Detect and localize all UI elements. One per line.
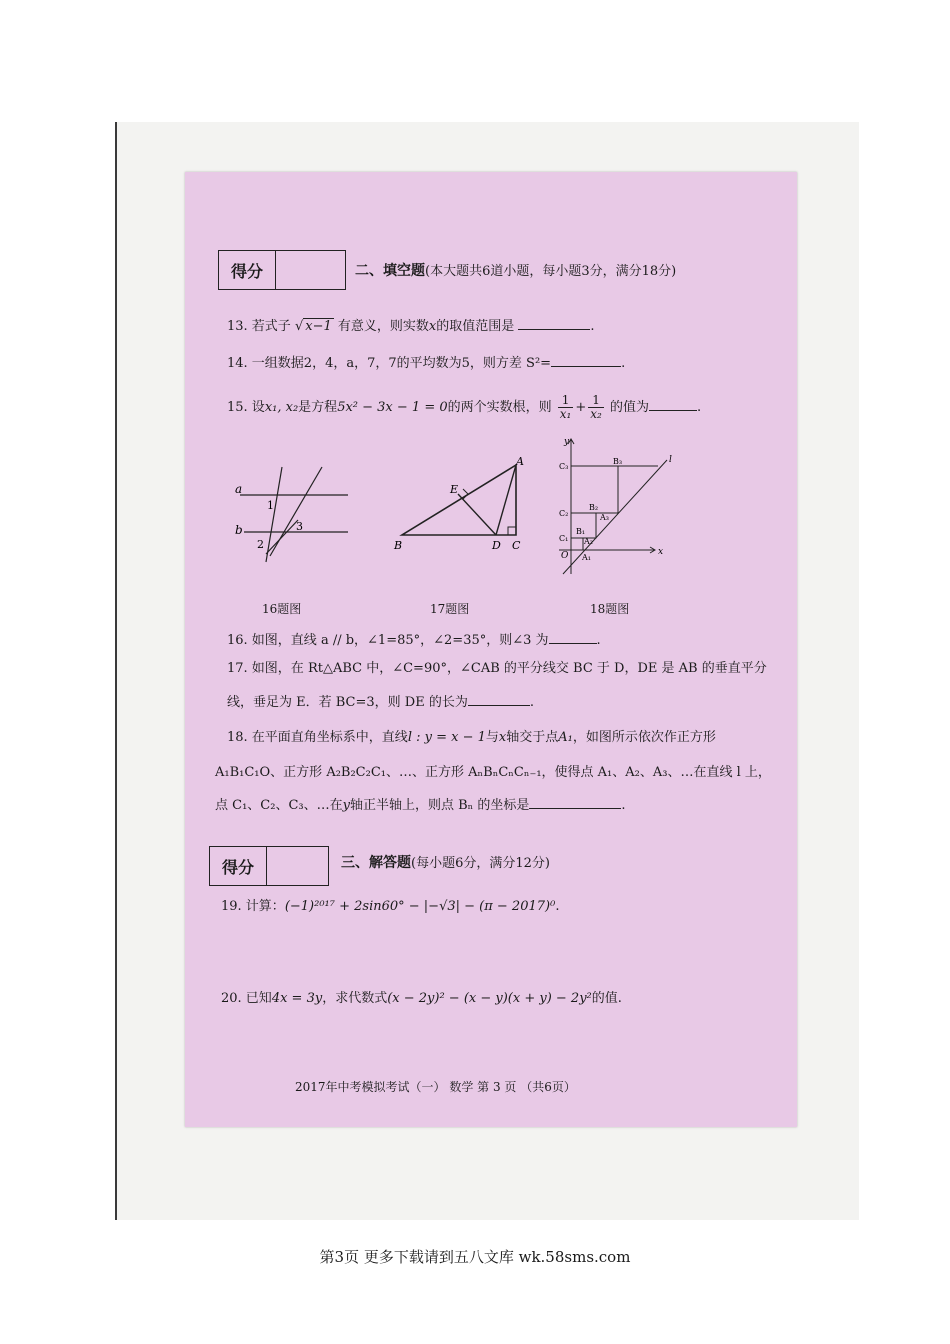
fig16-label-b: b [235, 523, 243, 537]
q20-mid: ，求代数式 [322, 991, 388, 1006]
question-17-line2 [227, 691, 534, 712]
question-13 [227, 315, 595, 336]
q13-post: 有意义，则实数 [337, 319, 429, 334]
fig17-label-A: A [516, 457, 524, 468]
q13-sqrt-sign: √ [294, 319, 304, 334]
section2-title [355, 260, 676, 280]
section3-title-text: 三、解答题 [341, 855, 411, 871]
fig18-label-A2: A₂ [584, 537, 593, 546]
q13-post2: 的取值范围是 [436, 319, 515, 334]
q19-end: . [555, 899, 560, 914]
fig16-label-angle3: 3 [296, 520, 303, 533]
question-15 [227, 394, 701, 421]
q18-end: . [621, 798, 626, 813]
q19-pre: 19. 计算： [221, 899, 285, 914]
fig18-label-O: O [561, 551, 569, 561]
exam-sheet [185, 172, 797, 1127]
fig18-label-B1: B₁ [576, 527, 586, 536]
figure-17-caption: 17题图 [430, 602, 470, 616]
score-blank [267, 847, 328, 885]
q15-mid: 是方程 [298, 400, 338, 415]
q15-frac1-num: 1 [558, 394, 574, 408]
q18-A1: A₁ [558, 730, 573, 745]
q15-frac1-den: x₁ [559, 407, 572, 421]
question-14 [227, 352, 625, 373]
score-label: 得分 [210, 847, 267, 885]
q15-post: 的值为 [609, 400, 649, 415]
q16-answer-blank[interactable] [549, 629, 597, 644]
q18-mid: 与 [485, 730, 499, 745]
q13-var: x [428, 319, 437, 334]
fig16-label-a: a [235, 482, 243, 496]
figure-18-caption: 18题图 [590, 602, 630, 616]
figure-16 [230, 462, 360, 572]
section2-note: (本大题共6道小题，每小题3分，满分18分) [425, 264, 677, 279]
fig17-label-C: C [512, 539, 521, 552]
figure-17 [390, 457, 530, 562]
q18-post: ，如图所示依次作正方形 [572, 730, 716, 745]
question-17-line1: 17. 如图，在 Rt△ABC 中，∠C=90°，∠CAB 的平分线交 BC 于 D，DE 是 AB 的垂直平分 [227, 661, 767, 676]
q20-expression: (x − 2y)² − (x − y)(x + y) − 2y² [387, 991, 592, 1006]
q16-text: 16. 如图，直线 a // b，∠1=85°，∠2=35°，则∠3 为 [227, 633, 549, 648]
q14-text: 14. 一组数据2，4，a，7，7的平均数为5，则方差 S²= [227, 356, 552, 371]
score-label: 得分 [219, 251, 276, 289]
q15-equation: 5x² − 3x − 1 = 0 [337, 400, 448, 415]
q13-answer-blank[interactable] [518, 315, 590, 330]
fig17-label-E: E [450, 483, 459, 496]
section3-title [341, 852, 550, 872]
q18-line3-post: 轴正半轴上，则点 Bₙ 的坐标是 [349, 798, 530, 813]
fig18-label-x: x [658, 547, 664, 557]
q20-post: 的值. [591, 991, 622, 1006]
q18-y: y [342, 798, 350, 813]
section2-title-text: 二、填空题 [355, 263, 425, 279]
section3-note: (每小题6分，满分12分) [411, 856, 550, 871]
score-blank [276, 251, 345, 289]
figure-18 [555, 434, 685, 584]
question-18-line3 [215, 794, 626, 815]
figure-16-caption: 16题图 [262, 602, 302, 616]
q18-pre: 18. 在平面直角坐标系中，直线 [227, 730, 408, 745]
q20-pre: 20. 已知 [221, 991, 272, 1006]
q17-end: . [529, 695, 534, 710]
score-box-section3 [209, 846, 329, 886]
q14-answer-blank[interactable] [551, 352, 621, 367]
q15-fraction-2 [588, 394, 604, 421]
fig18-label-B3: B₃ [613, 457, 623, 466]
q18-line-equation: l : y = x − 1 [407, 730, 486, 745]
q15-answer-blank[interactable] [649, 396, 697, 411]
q15-fraction-1 [558, 394, 574, 421]
fig18-label-C3: C₃ [559, 462, 569, 471]
fig18-label-C1: C₁ [559, 534, 569, 543]
fig16-label-angle2: 2 [257, 538, 264, 551]
question-16 [227, 629, 601, 650]
q15-mid2: 的两个实数根，则 [447, 400, 552, 415]
q18-line3-pre: 点 C₁、C₂、C₃、…在 [215, 798, 343, 813]
q13-radicand: x−1 [305, 319, 332, 334]
score-box-section2 [218, 250, 346, 290]
q13-pre: 13. 若式子 [227, 319, 291, 334]
q15-vars: x₁, x₂ [264, 400, 299, 415]
fig18-label-y: y [564, 437, 570, 447]
q14-end: . [621, 356, 626, 371]
q18-x: x [498, 730, 507, 745]
question-19 [221, 898, 559, 916]
fig17-label-B: B [394, 539, 403, 552]
page-footer: 2017年中考模拟考试（一） 数学 第 3 页 （共6页） [295, 1080, 576, 1094]
q19-expression: (−1)²⁰¹⁷ + 2sin60° − |−√3| − (π − 2017)⁰ [284, 899, 556, 914]
q15-pre: 15. 设 [227, 400, 265, 415]
fig16-label-angle1: 1 [267, 499, 274, 512]
fig18-label-A3: A₃ [600, 513, 609, 522]
q15-plus: + [575, 400, 587, 415]
q20-given: 4x = 3y [271, 991, 323, 1006]
fig17-label-D: D [492, 539, 501, 552]
fig18-label-A1: A₁ [582, 553, 591, 562]
question-18-line1 [227, 729, 716, 747]
download-note: 第3页 更多下载请到五八文库 wk.58sms.com [319, 1248, 631, 1266]
fig18-label-B2: B₂ [589, 503, 599, 512]
q18-mid2: 轴交于点 [506, 730, 559, 745]
q15-frac2-num: 1 [588, 394, 604, 408]
q16-end: . [596, 633, 601, 648]
q17-line2-text: 线，垂足为 E．若 BC=3，则 DE 的长为 [227, 695, 468, 710]
q13-end: . [590, 319, 595, 334]
fig18-label-l: l [669, 455, 672, 465]
q17-answer-blank[interactable] [468, 691, 530, 706]
q15-frac2-den: x₂ [590, 407, 602, 421]
q18-answer-blank[interactable] [529, 794, 621, 809]
question-20 [221, 990, 622, 1008]
question-18-line2: A₁B₁C₁O、正方形 A₂B₂C₂C₁、…、正方形 AₙBₙCₙCₙ₋₁，使得点 A₁、A₂、A₃、…在直线 l 上， [215, 765, 771, 780]
fig18-label-C2: C₂ [559, 509, 569, 518]
q15-end: . [697, 400, 702, 415]
